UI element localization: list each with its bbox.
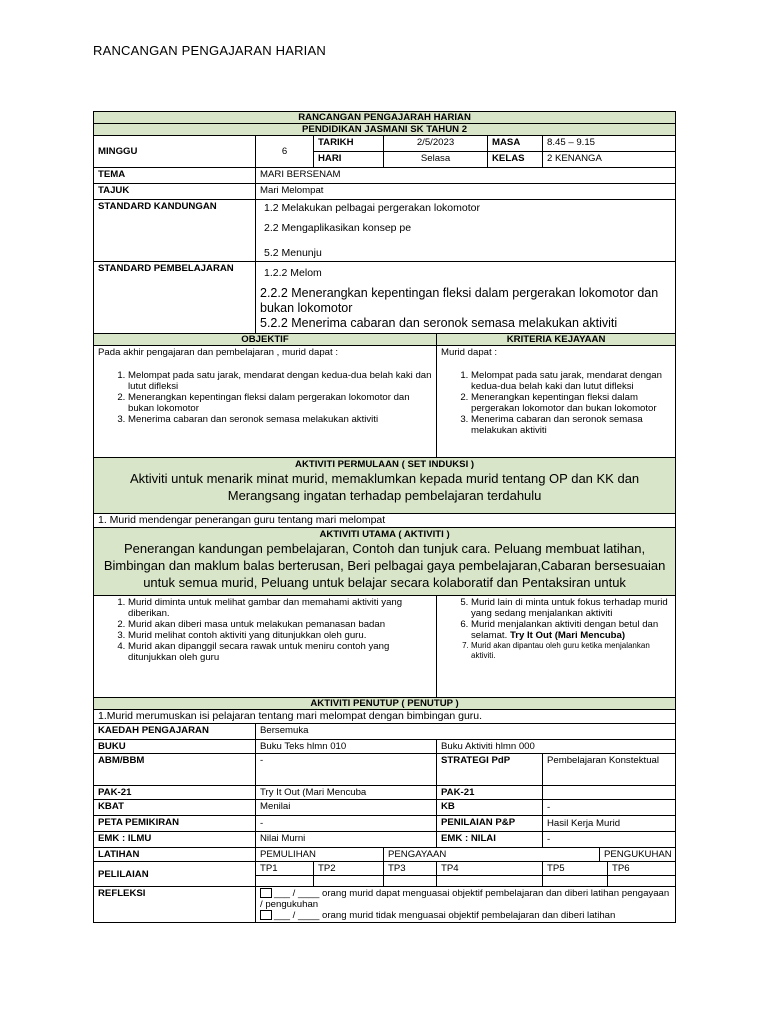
emk-ilmu-label: EMK : ILMU <box>94 832 256 848</box>
objektif-item: 3. Menerima cabaran dan seronok semasa melakukan aktiviti <box>128 414 432 425</box>
utama-header: AKTIVITI UTAMA ( AKTIVITI ) <box>319 529 450 540</box>
strategi-value: Pembelajaran Konstektual <box>543 754 676 786</box>
tajuk-label: TAJUK <box>94 184 256 200</box>
tarikh-label: TARIKH <box>314 136 384 152</box>
refleksi-line-2 <box>260 910 671 921</box>
emk-nilai-value: - <box>543 832 676 848</box>
peta-label: PETA PEMIKIRAN <box>94 816 256 832</box>
kriteria-item: 3. Menerima cabaran dan seronok semasa melakukan aktiviti <box>471 414 671 436</box>
refleksi-line-1-text: ___ / ____ orang murid dapat menguasai objektif pembelajaran dan diberi latihan pengayaan / pengukuhan <box>260 888 670 910</box>
abm-label: ABM/BBM <box>94 754 256 786</box>
buku-label: BUKU <box>94 740 256 754</box>
kriteria-item: 1. Melompat pada satu jarak, mendarat dengan kedua-dua belah kaki dan lutut difleksi <box>471 370 671 392</box>
objektif-list <box>98 370 432 425</box>
permulaan-text: Aktiviti untuk menarik minat murid, memaklumkan kepada murid tentang OP dan KK dan Merangsang ingatan terhadap pembelajaran terdahulu <box>129 471 640 503</box>
masa-label: MASA <box>488 136 543 152</box>
utama-item: 1. Murid diminta untuk melihat gambar dan memahami aktiviti yang diberikan. <box>128 597 432 619</box>
title-row-1: RANCANGAN PENGAJARAH HARIAN <box>94 112 676 124</box>
penutup-item: 1.Murid merumuskan isi pelajaran tentang mari melompat dengan bimbingan guru. <box>94 710 676 724</box>
penilaian-value: Hasil Kerja Murid <box>543 816 676 832</box>
utama-item: 2. Murid akan diberi masa untuk melakukan pemanasan badan <box>128 619 432 630</box>
utama-item <box>471 619 671 641</box>
penilaian-label: PENILAIAN P&P <box>437 816 543 832</box>
utama-right-list <box>441 597 671 661</box>
kriteria-item: 2. Menerangkan kepentingan fleksi dalam pergerakan lokomotor dan bukan lokomotor <box>471 392 671 414</box>
tp-blank <box>256 876 314 887</box>
utama-item-6-text: Murid menjalankan aktiviti dengan betul dan selamat. <box>471 619 659 641</box>
sk-item-3: 5.2 Menunju <box>264 247 322 259</box>
kbat-value: Menilai <box>256 800 437 816</box>
sp-item-1: 1.2.2 Melom <box>264 267 322 279</box>
utama-text: Penerangan kandungan pembelajaran, Contoh dan tunjuk cara. Peluang membuat latihan, Bimbingan dan maklum balas berterusan, Beri pelbagai gaya pembelajaran,Cabaran bersesuaian untuk semua murid, Peluang untuk belajar secara kolaboratif dan Pentaksiran untuk <box>103 541 666 590</box>
tp-cell: TP4 <box>437 862 543 876</box>
pak21-value-left: Try It Out (Mari Mencuba <box>256 786 437 800</box>
permulaan-header: AKTIVITI PERMULAAN ( SET INDUKSI ) <box>295 459 475 470</box>
kelas-label: KELAS <box>488 152 543 168</box>
kriteria-intro: Murid dapat : <box>441 347 497 358</box>
tema-label: TEMA <box>94 168 256 184</box>
utama-item: 7. Murid akan dipantau oleh guru ketika menjalankan aktiviti. <box>471 641 671 661</box>
refleksi-line-1 <box>260 888 671 910</box>
tp-blank <box>314 876 384 887</box>
utama-item: 5. Murid lain di minta untuk fokus terhadap murid yang sedang menjalankan aktiviti <box>471 597 671 619</box>
rph-table <box>93 111 676 923</box>
kriteria-cell <box>437 346 676 458</box>
abm-value: - <box>256 754 437 786</box>
kaedah-value: Bersemuka <box>256 724 676 740</box>
standard-kandungan-value <box>256 200 676 262</box>
pak21-value-right <box>543 786 676 800</box>
strategi-label: STRATEGI PdP <box>437 754 543 786</box>
standard-pembelajaran-value <box>256 262 676 334</box>
emk-nilai-label: EMK : NILAI <box>437 832 543 848</box>
kb-value: - <box>543 800 676 816</box>
pak21-label-right: PAK-21 <box>437 786 543 800</box>
minggu-label: MINGGU <box>94 136 256 168</box>
utama-left-cell <box>94 596 437 698</box>
tema-value: MARI BERSENAM <box>256 168 676 184</box>
kbat-label: KBAT <box>94 800 256 816</box>
kelas-value: 2 KENANGA <box>543 152 676 168</box>
tp-blank <box>437 876 543 887</box>
objektif-item: 2. Menerangkan kepentingan fleksi dalam pergerakan lokomotor dan bukan lokomotor <box>128 392 432 414</box>
emk-ilmu-value: Nilai Murni <box>256 832 437 848</box>
sk-item-2: 2.2 Mengaplikasikan konsep pe <box>264 222 412 234</box>
latihan-pemulihan: PEMULIHAN <box>256 848 384 862</box>
penutup-header: AKTIVITI PENUTUP ( PENUTUP ) <box>94 698 676 710</box>
standard-kandungan-label: STANDARD KANDUNGAN <box>94 200 256 262</box>
kriteria-header: KRITERIA KEJAYAAN <box>437 334 676 346</box>
permulaan-item: 1. Murid mendengar penerangan guru tentang mari melompat <box>94 514 676 528</box>
utama-left-list <box>98 597 432 663</box>
tp-cell: TP6 <box>608 862 676 876</box>
tp-cell: TP3 <box>384 862 437 876</box>
utama-cell <box>94 528 676 596</box>
objektif-intro: Pada akhir pengajaran dan pembelajaran , murid dapat : <box>98 347 339 358</box>
objektif-cell <box>94 346 437 458</box>
refleksi-label: REFLEKSI <box>94 887 256 923</box>
objektif-header: OBJEKTIF <box>94 334 437 346</box>
buku-value-2: Buku Aktiviti hlmn 000 <box>437 740 676 754</box>
utama-item: 3. Murid melihat contoh aktiviti yang ditunjukkan oleh guru. <box>128 630 432 641</box>
tp-blank <box>608 876 676 887</box>
tp-cell: TP2 <box>314 862 384 876</box>
masa-value: 8.45 – 9.15 <box>543 136 676 152</box>
objektif-item: 1. Melompat pada satu jarak, mendarat dengan kedua-dua belah kaki dan lutut difleksi <box>128 370 432 392</box>
tp-blank <box>384 876 437 887</box>
kb-label: KB <box>437 800 543 816</box>
utama-right-cell <box>437 596 676 698</box>
pak21-label-left: PAK-21 <box>94 786 256 800</box>
minggu-value: 6 <box>256 136 314 168</box>
title-row-2: PENDIDIKAN JASMANI SK TAHUN 2 <box>94 124 676 136</box>
tp-cell: TP5 <box>543 862 608 876</box>
refleksi-line-2-text: ___ / ____ orang murid tidak menguasai objektif pembelajaran dan diberi latihan <box>274 910 616 921</box>
page-header: RANCANGAN PENGAJARAN HARIAN <box>93 43 326 58</box>
peta-value: - <box>256 816 437 832</box>
latihan-pengukuhan: PENGUKUHAN <box>600 848 676 862</box>
utama-item: 4. Murid akan dipanggil secara rawak untuk meniru contoh yang ditunjukkan oleh guru <box>128 641 432 663</box>
buku-value-1: Buku Teks hlmn 010 <box>256 740 437 754</box>
latihan-pengayaan: PENGAYAAN <box>384 848 600 862</box>
hari-value: Selasa <box>384 152 488 168</box>
pelilaian-label: PELILAIAN <box>94 862 256 887</box>
hari-label: HARI <box>314 152 384 168</box>
standard-pembelajaran-label: STANDARD PEMBELAJARAN <box>94 262 256 334</box>
tajuk-value: Mari Melompat <box>256 184 676 200</box>
utama-item-6-bold: Try It Out (Mari Mencuba) <box>509 630 626 641</box>
checkbox-icon[interactable] <box>260 888 272 898</box>
sp-item-2: 2.2.2 Menerangkan kepentingan fleksi dalam pergerakan lokomotor dan bukan lokomotor <box>260 286 659 315</box>
refleksi-value <box>256 887 676 923</box>
kaedah-label: KAEDAH PENGAJARAN <box>94 724 256 740</box>
latihan-label: LATIHAN <box>94 848 256 862</box>
kriteria-list <box>441 370 671 436</box>
permulaan-cell <box>94 458 676 514</box>
sk-item-1: 1.2 Melakukan pelbagai pergerakan lokomotor <box>264 202 480 214</box>
tp-blank <box>543 876 608 887</box>
tp-cell: TP1 <box>256 862 314 876</box>
checkbox-icon[interactable] <box>260 910 272 920</box>
tarikh-value: 2/5/2023 <box>384 136 488 152</box>
sp-item-3: 5.2.2 Menerima cabaran dan seronok semasa melakukan aktiviti <box>260 316 618 330</box>
